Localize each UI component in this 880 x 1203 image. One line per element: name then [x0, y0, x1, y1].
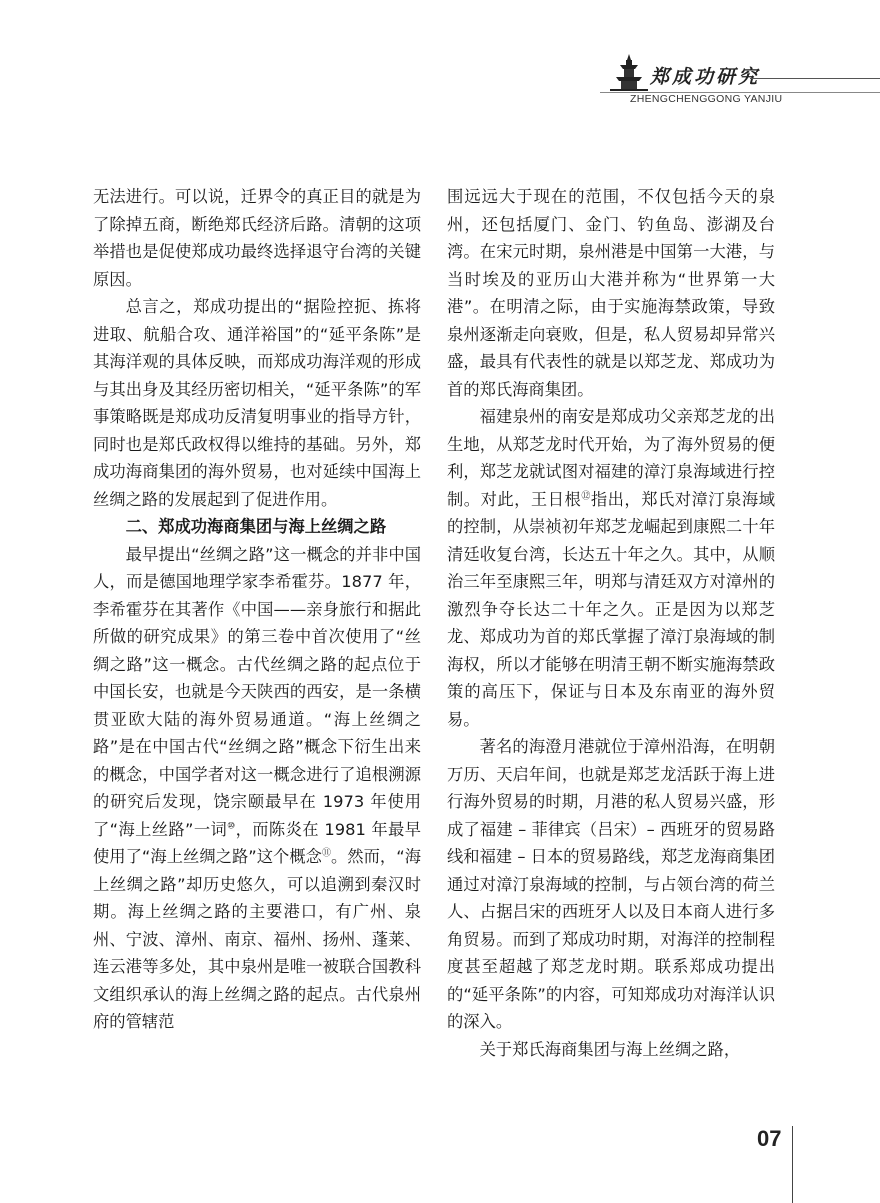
paragraph: 关于郑氏海商集团与海上丝绸之路，	[479, 1039, 741, 1059]
section-heading: 二、郑成功海商集团与海上丝绸之路	[125, 517, 387, 536]
paragraph: 著名的海澄月港就位于漳州沿海，在明朝万历、天启年间，也就是郑芝龙活跃于海上进行海外贸易的时期，月港的私人贸易兴盛，形成了福建 – 菲律宾（吕宋）– 西班牙的贸易路线和福建 – 日本的贸易路线，郑芝龙海商集团通过对漳汀泉海域的控制，与占领台湾的荷兰人、占据吕宋的西班牙人以及日本商人进行多角贸易。而到了郑成功时期，对海洋的控制程度甚至超越了郑芝龙时期。联系郑成功提出的“延平条陈”的内容，可知郑成功对海洋认识的深入。	[447, 737, 775, 1031]
page-number-rule	[792, 1126, 793, 1203]
footnote-marker[interactable]: ⑫	[581, 491, 591, 502]
paragraph: 围远远大于现在的范围，不仅包括今天的泉州，还包括厦门、金门、钓鱼岛、澎湖及台湾。在宋元时期，泉州港是中国第一大港，与当时埃及的亚历山大港并称为“世界第一大港”。在明清之际，由于实施海禁政策，导致泉州逐渐走向衰败，但是，私人贸易却异常兴盛，最具有代表性的就是以郑芝龙、郑成功为首的郑氏海商集团。	[447, 187, 775, 399]
paragraph	[447, 403, 775, 733]
pagoda-figure-logo-icon	[608, 52, 650, 92]
paragraph-text: 最早提出“丝绸之路”这一概念的并非中国人，而是德国地理学家李希霍芬。1877 年，李希霍芬在其著作《中国——亲身旅行和据此所做的研究成果》的第三卷中首次使用了“丝绸之路”这一概念。古代丝绸之路的起点位于中国长安，也就是今天陕西的西安，是一条横贯亚欧大陆的海外贸易通道。“海上丝绸之路”是在中国古代“丝绸之路”概念下衍生出来的概念，中国学者对这一概念进行了追根溯源的研究后发现，饶宗颐最早在 1973 年使用了“海上丝路”一词	[93, 544, 421, 839]
footnote-marker[interactable]: ⑪	[321, 848, 331, 859]
paragraph-text: ，而陈炎在 1981 年最早使用了“海上丝绸之路”这个概念	[93, 819, 421, 866]
paragraph-text: 指出，郑氏对漳汀泉海域的控制，从崇祯初年郑芝龙崛起到康熙二十年清廷收复台湾，长达五十年之久。其中，从顺治三年至康熙三年，明郑与清廷双方对漳州的激烈争夺长达二十年之久。正是因为以郑芝龙、郑成功为首的郑氏掌握了漳汀泉海域的制海权，所以才能够在明清王朝不断实施海禁政策的高压下，保证与日本及东南亚的海外贸易。	[447, 489, 775, 729]
paragraph: 总言之，郑成功提出的“据险控扼、拣将进取、航船合攻、通洋裕国”的“延平条陈”是其海洋观的具体反映，而郑成功海洋观的形成与其出身及其经历密切相关，“延平条陈”的军事策略既是郑成功反清复明事业的指导方针，同时也是郑氏政权得以维持的基础。另外，郑成功海商集团的海外贸易，也对延续中国海上丝绸之路的发展起到了促进作用。	[93, 297, 421, 509]
header-rule-top	[750, 78, 880, 79]
paragraph-text: 福建泉州的南安是郑成功父亲郑芝龙的出生地，从郑芝龙时代开始，为了海外贸易的便利，郑芝龙就试图对福建的漳汀泉海域进行控制。对此，王日根	[447, 407, 775, 509]
left-column	[93, 183, 421, 1036]
journal-title: 郑成功研究	[650, 66, 761, 88]
right-column	[447, 183, 775, 1063]
footnote-marker[interactable]: ⑩	[227, 821, 236, 832]
paragraph: 无法进行。可以说，迁界令的真正目的就是为了除掉五商，断绝郑氏经济后路。清朝的这项举措也是促使郑成功最终选择退守台湾的关键原因。	[93, 187, 421, 289]
paragraph	[93, 541, 421, 1036]
running-header	[600, 52, 880, 112]
paragraph-text: 。然而，“海上丝绸之路”却历史悠久，可以追溯到秦汉时期。海上丝绸之路的主要港口，有广州、泉州、宁波、漳州、南京、福州、扬州、蓬莱、连云港等多处，其中泉州是唯一被联合国教科文组织承认的海上丝绸之路的起点。古代泉州府的管辖范	[93, 847, 421, 1031]
journal-subtitle: ZHENGCHENGGONG YANJIU	[630, 93, 783, 105]
page-number: 07	[757, 1126, 782, 1151]
